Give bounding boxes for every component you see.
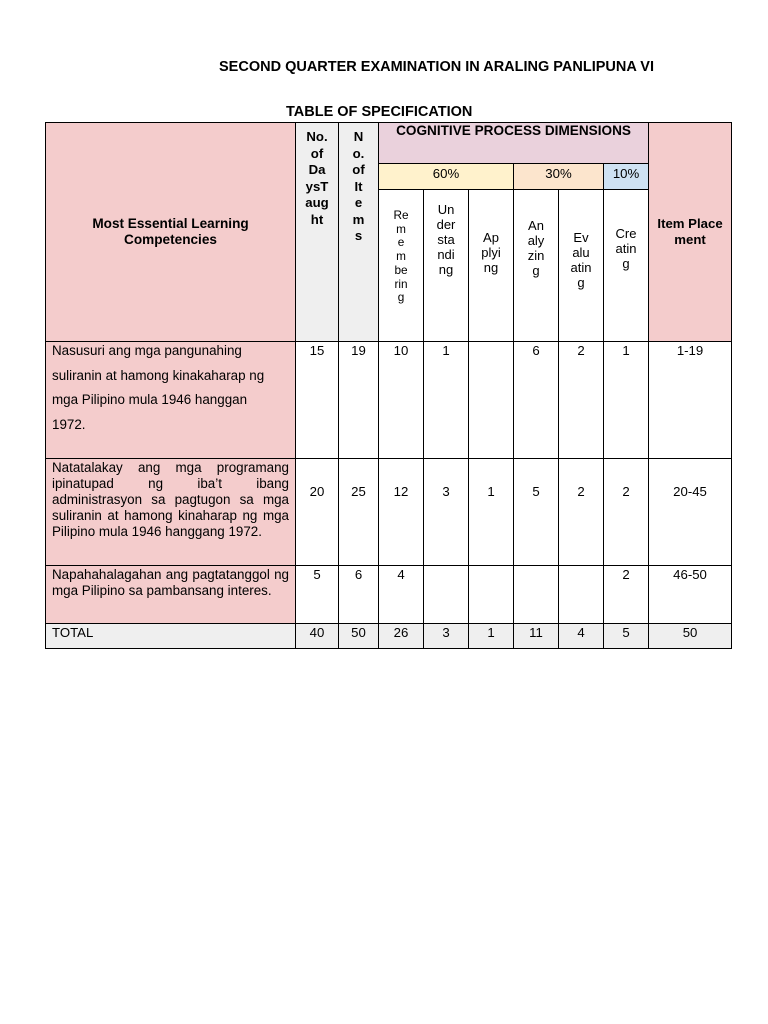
total-days: 40 [296,624,339,649]
analyzing-header: Analyzing [514,190,559,342]
days-cell: 5 [296,566,339,624]
creating-cell: 1 [604,342,649,459]
understanding-cell [424,566,469,624]
days-cell: 20 [296,459,339,566]
total-understanding: 3 [424,624,469,649]
total-evaluating: 4 [559,624,604,649]
applying-header: Applying [469,190,514,342]
creating-cell: 2 [604,459,649,566]
items-cell: 6 [339,566,379,624]
days-cell: 15 [296,342,339,459]
competency-cell: Natatalakay ang mga programang ipinatupad ng iba’t ibang administrasyon sa pagtugon sa mga suliranin at hamong kinaharap ng mga Pilipino mula 1946 hanggang 1972. [46,459,296,566]
remembering-cell: 4 [379,566,424,624]
table-row [46,459,732,566]
total-items: 50 [339,624,379,649]
applying-cell [469,566,514,624]
understanding-header: Understanding [424,190,469,342]
item-placement-header: Item Placement [649,123,732,342]
table-row [46,342,732,459]
placement-cell: 1-19 [649,342,732,459]
remembering-header: Remembering [379,190,424,342]
competencies-header: Most Essential Learning Competencies [46,123,296,342]
specification-table [45,122,732,649]
understanding-cell: 1 [424,342,469,459]
creating-cell: 2 [604,566,649,624]
placement-cell: 20-45 [649,459,732,566]
days-taught-header: No. of DaysTaught [296,123,339,342]
no-of-items-header: No.of Items [339,123,379,342]
middle-order-percent: 30% [514,164,604,190]
remembering-cell: 10 [379,342,424,459]
evaluating-header: Evaluating [559,190,604,342]
competency-cell: Nasusuri ang mga pangunahing suliranin at hamong kinakaharap ng mga Pilipino mula 1946 hanggan 1972. [46,342,296,459]
competency-cell: Napahahalagahan ang pagtatanggol ng mga Pilipino sa pambansang interes. [46,566,296,624]
total-applying: 1 [469,624,514,649]
table-title: TABLE OF SPECIFICATION [286,104,473,120]
total-placement: 50 [649,624,732,649]
analyzing-cell: 6 [514,342,559,459]
items-cell: 19 [339,342,379,459]
document-title: SECOND QUARTER EXAMINATION IN ARALING PANLIPUNA VI [219,59,655,75]
remembering-cell: 12 [379,459,424,566]
total-remembering: 26 [379,624,424,649]
items-cell: 25 [339,459,379,566]
placement-cell: 46-50 [649,566,732,624]
total-row [46,624,732,649]
evaluating-cell: 2 [559,459,604,566]
understanding-cell: 3 [424,459,469,566]
analyzing-cell: 5 [514,459,559,566]
table-row [46,566,732,624]
evaluating-cell [559,566,604,624]
applying-cell [469,342,514,459]
total-label: TOTAL [46,624,296,649]
lower-order-percent: 60% [379,164,514,190]
analyzing-cell [514,566,559,624]
applying-cell: 1 [469,459,514,566]
evaluating-cell: 2 [559,342,604,459]
cognitive-dimensions-header: COGNITIVE PROCESS DIMENSIONS [379,123,649,164]
total-creating: 5 [604,624,649,649]
total-analyzing: 11 [514,624,559,649]
higher-order-percent: 10% [604,164,649,190]
creating-header: Creating [604,190,649,342]
